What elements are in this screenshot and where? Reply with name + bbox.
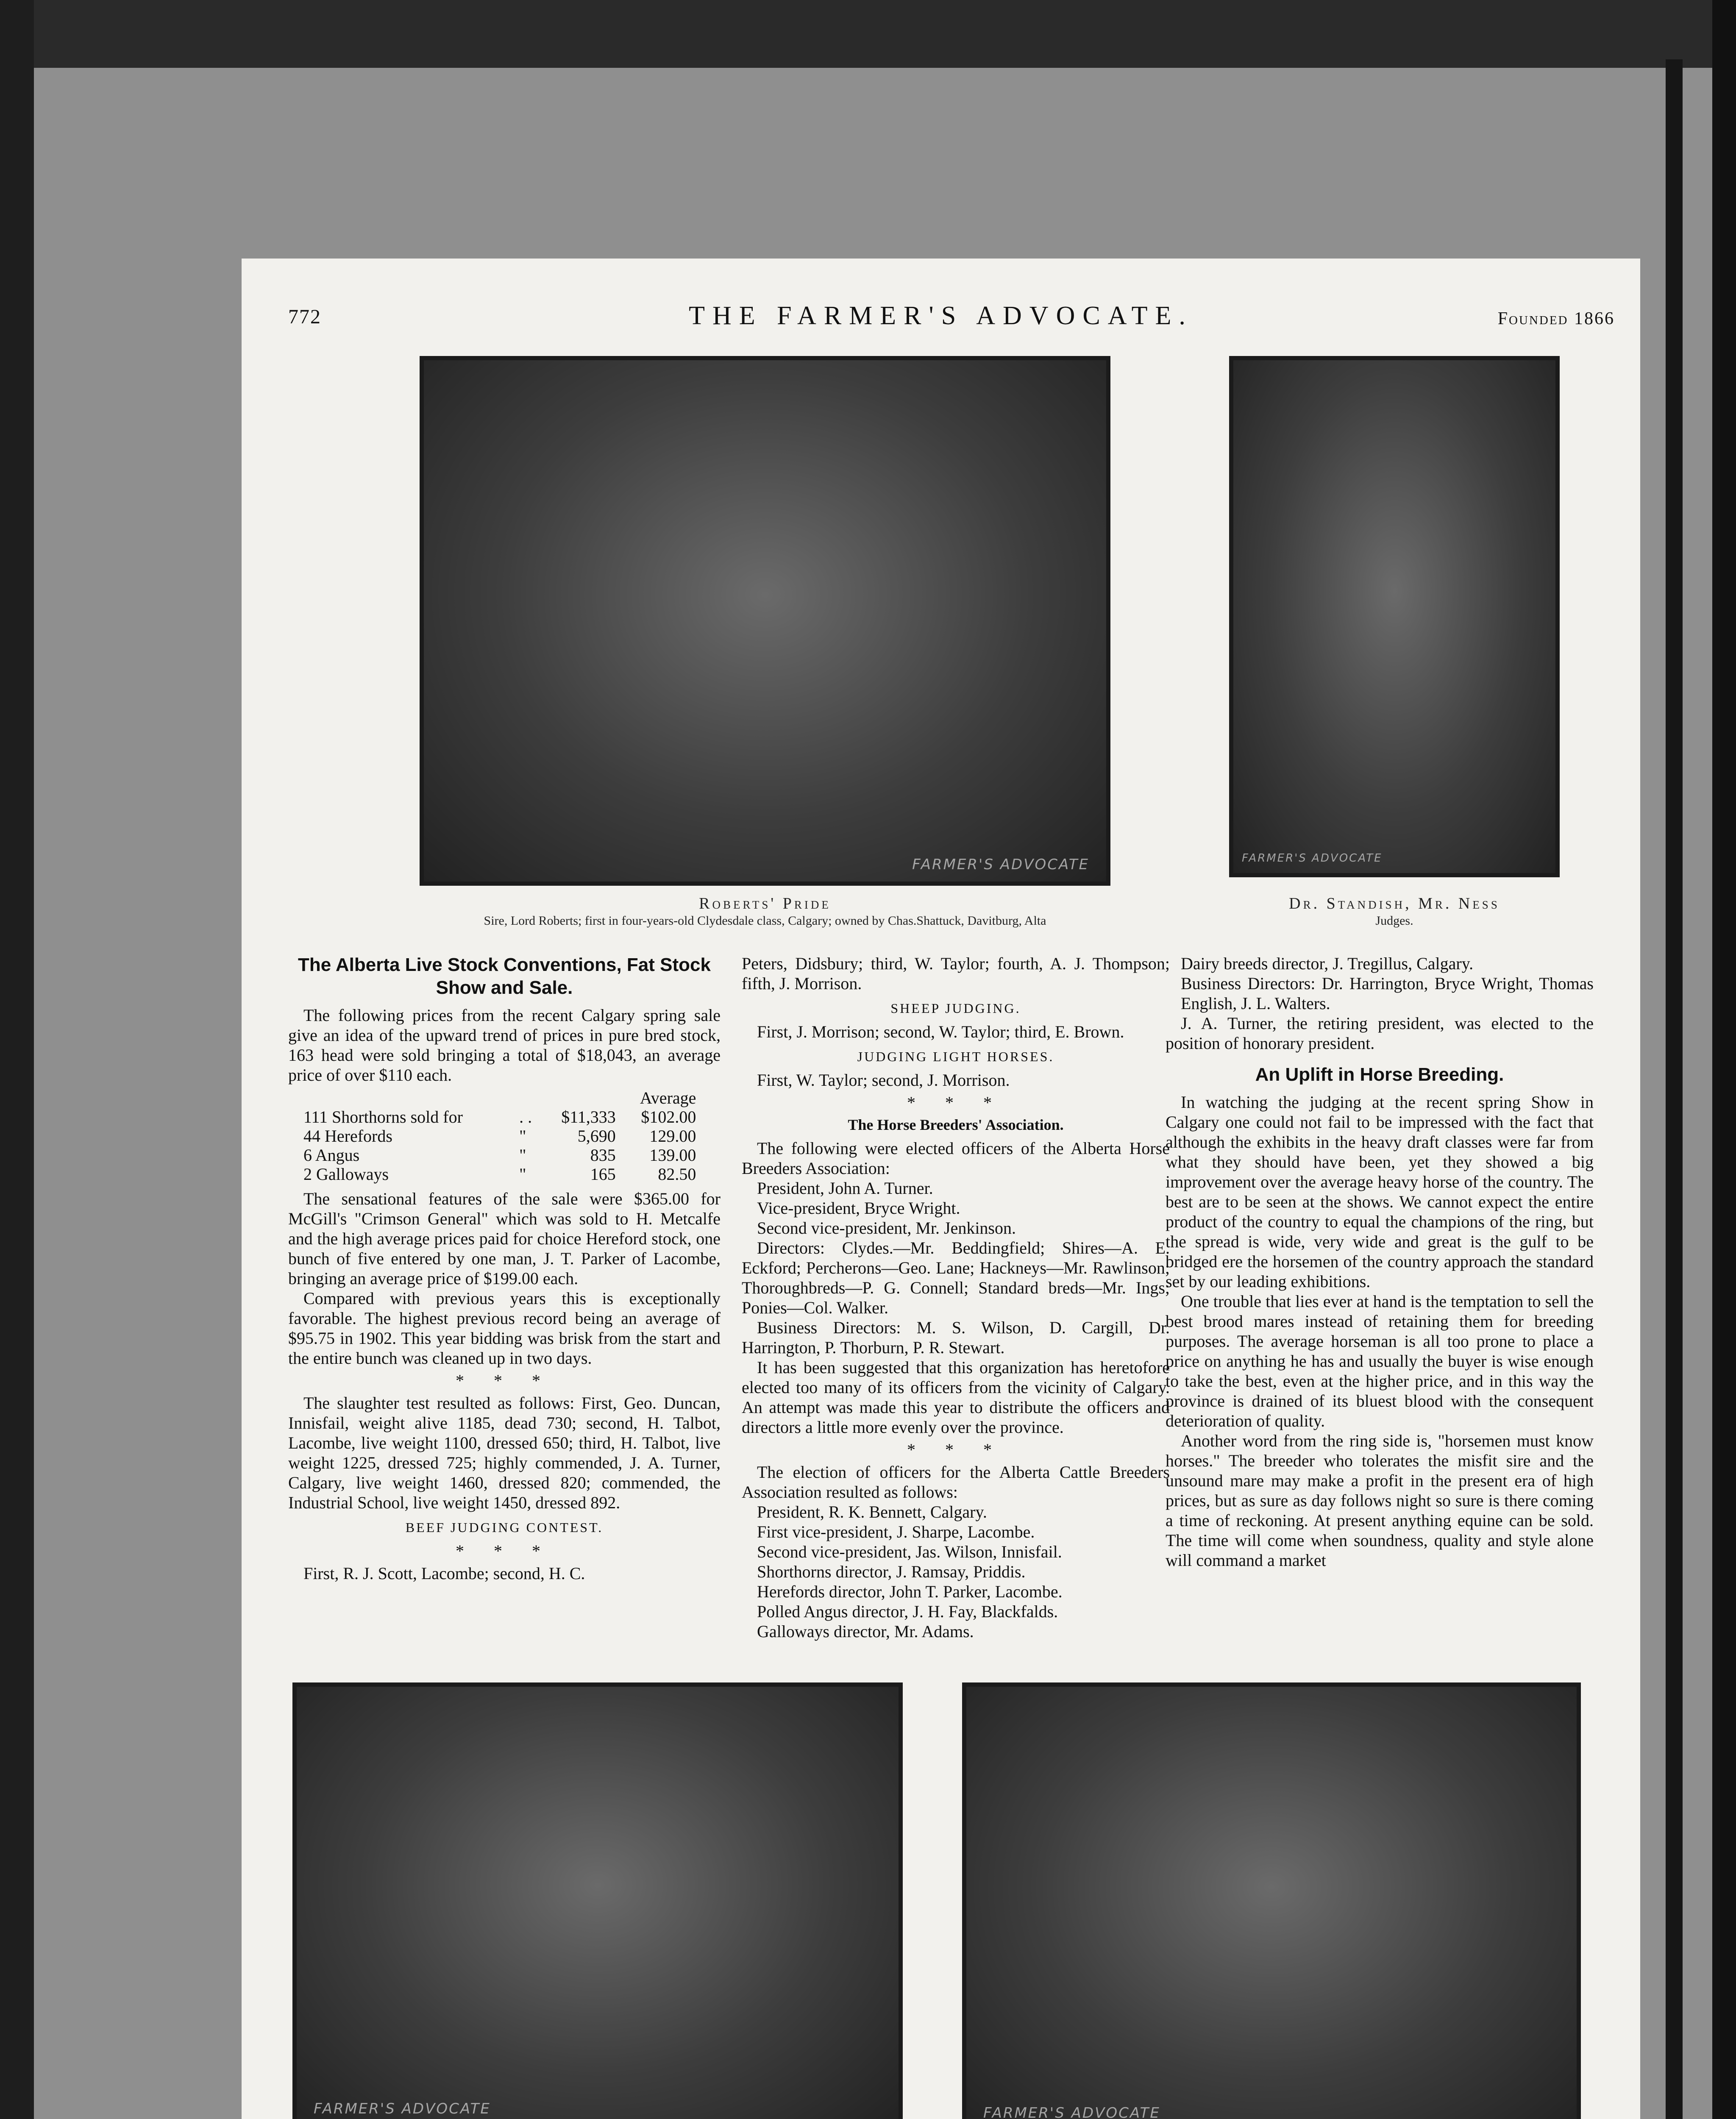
list-item: Shorthorns director, J. Ramsay, Priddis. (757, 1562, 1026, 1581)
caption-roberts-pride (420, 894, 1110, 929)
table-header: Average (640, 1088, 696, 1107)
scan-border-right (1712, 0, 1736, 2119)
table-cell: 129.00 (649, 1126, 696, 1146)
page-title: THE FARMER'S ADVOCATE. (689, 301, 1193, 330)
photo-watermark: FARMER'S ADVOCATE (314, 2100, 491, 2117)
paragraph: The sensational features of the sale were $365.00 for McGill's "Crimson General" which was sold to H. Metcalfe and the high average prices paid for choice Hereford stock, one bunch of five entered by one man, J. T. Parker of Lacombe, bringing an average price of $199.00 each. (288, 1189, 721, 1288)
table-cell: $11,333 (561, 1107, 616, 1126)
section-heading: SHEEP JUDGING. (890, 1001, 1021, 1016)
article-heading: An Uplift in Horse Breeding. (1255, 1064, 1504, 1085)
photo-loyaltys-duke (292, 1682, 903, 2119)
founded-note: Founded 1866 (1497, 309, 1615, 328)
newspaper-page (242, 259, 1640, 2119)
page-number: 772 (288, 306, 321, 328)
section-divider: * * * (907, 1440, 1004, 1459)
table-cell: " (519, 1126, 526, 1146)
list-item: First vice-president, J. Sharpe, Lacombe. (757, 1522, 1035, 1541)
photo-watermark: FARMER'S ADVOCATE (1242, 852, 1383, 865)
section-heading: The Horse Breeders' Association. (848, 1116, 1064, 1133)
table-row (301, 1165, 698, 1184)
paragraph: It has been suggested that this organization has heretofore elected too many of its officers from the vicinity of Calgary. An attempt was made this year to distribute the officers and directors a little more evenly over the province. (742, 1358, 1170, 1437)
list-item: President, John A. Turner. (757, 1179, 933, 1198)
section-divider: * * * (456, 1371, 553, 1390)
table-cell: 5,690 (577, 1126, 616, 1146)
table-cell: " (519, 1146, 526, 1165)
paragraph: Business Directors: M. S. Wilson, D. Cargill, Dr. Harrington, P. Thorburn, P. R. Stewart. (742, 1318, 1170, 1357)
paragraph: The slaughter test resulted as follows: First, Geo. Duncan, Innisfail, weight alive 1185, dead 730; second, H. Talbot, Lacombe, live weight 1100, dressed 650; third, H. Talbot, live weight 1225, dressed 725; highly commended, J. A. Turner, Calgary, live weight 1460, dressed 820; commended, the Industrial School, live weight 1450, dressed 892. (288, 1393, 721, 1512)
photo-watermark: FARMER'S ADVOCATE (912, 856, 1089, 873)
paragraph: Another word from the ring side is, "horsemen must know horses." The breeder who tolerates the misfit sire and the unsound mare may make a profit in the present era of high prices, but as sure as day follows night so sure is there coming a time of reckoning. At present anything equine can be sold. The time will come when soundness, quality and style alone will command a market (1166, 1431, 1594, 1570)
paragraph: First, R. J. Scott, Lacombe; second, H. C. (303, 1564, 585, 1583)
table-cell: 6 Angus (303, 1146, 360, 1165)
list-item: President, R. K. Bennett, Calgary. (757, 1502, 987, 1521)
paragraph: The following prices from the recent Calgary spring sale give an idea of the upward trend of prices in pure bred stock, 163 head were sold bringing a total of $18,043, an average price of over $110 each. (288, 1006, 721, 1085)
list-item: Second vice-president, Jas. Wilson, Innisfail. (757, 1542, 1062, 1561)
table-cell: $102.00 (641, 1107, 696, 1126)
section-heading: JUDGING LIGHT HORSES. (857, 1049, 1054, 1064)
column-3 (1166, 954, 1594, 1570)
caption-text: Judges. (1375, 914, 1413, 928)
table-cell: 139.00 (649, 1146, 696, 1165)
caption-judges (1229, 894, 1560, 929)
caption-title: Roberts' Pride (699, 895, 831, 912)
binding-strip (1666, 59, 1683, 2119)
section-divider: * * * (907, 1093, 1004, 1112)
paragraph: First, W. Taylor; second, J. Morrison. (757, 1071, 1010, 1090)
scan-border-top (0, 0, 1736, 68)
table-cell: . . (519, 1107, 532, 1126)
photo-crimson-general (962, 1682, 1581, 2119)
table-cell: 82.50 (658, 1165, 696, 1184)
column-1 (288, 954, 721, 1583)
paragraph: One trouble that lies ever at hand is the temptation to sell the best brood mares instead of retaining them for breeding purposes. The average horseman is all too prone to place a price on anything he has and usually the buyer is wise enough to take the best, even at the higher price, and in this way the province is drained of its bluest blood with the consequent deterioration of quality. (1166, 1292, 1594, 1430)
scan-border-left (0, 0, 34, 2119)
table-row (301, 1126, 698, 1146)
paragraph: The following were elected officers of the Alberta Horse Breeders Association: (742, 1139, 1170, 1178)
list-item: Vice-president, Bryce Wright. (757, 1199, 960, 1218)
paragraph: Peters, Didsbury; third, W. Taylor; fourth, A. J. Thompson; fifth, J. Morrison. (742, 954, 1170, 993)
table-cell: 165 (590, 1165, 616, 1184)
list-item: Dairy breeds director, J. Tregillus, Calgary. (1181, 954, 1474, 973)
table-row (301, 1107, 698, 1126)
list-item: Galloways director, Mr. Adams. (757, 1622, 974, 1641)
section-divider: * * * (456, 1541, 553, 1560)
table-cell: 111 Shorthorns sold for (303, 1107, 463, 1126)
paragraph: J. A. Turner, the retiring president, was elected to the position of honorary president. (1166, 1014, 1594, 1053)
table-row (301, 1146, 698, 1165)
column-2 (742, 954, 1170, 1641)
photo-watermark: FARMER'S ADVOCATE (983, 2105, 1160, 2119)
photo-roberts-pride (420, 356, 1110, 886)
paragraph: Directors: Clydes.—Mr. Beddingfield; Shires—A. E. Eckford; Percherons—Geo. Lane; Hackneys—Mr. Rawlinson; Thoroughbreds—P. G. Connell; Standard breds—Mr. Ings; Ponies—Col. Walker. (742, 1238, 1170, 1317)
list-item: Business Directors: Dr. Harrington, Bryce Wright, Thomas English, J. L. Walters. (1181, 974, 1594, 1013)
paragraph: In watching the judging at the recent spring Show in Calgary one could not fail to be impressed with the fact that although the exhibits in the heavy draft classes were far from what they should have been, yet they showed a big improvement over the average heavy horse of the country. The best are to be seen at the shows. We cannot expect the entire product of the country to equal the champions of the ring, but the spread is wide, very wide and great is the gulf to be bridged ere the horsemen of the country approach the standard set by our leading exhibitions. (1166, 1093, 1594, 1291)
table-header-row (301, 1088, 698, 1107)
caption-text: Sire, Lord Roberts; first in four-years-old Clydesdale class, Calgary; owned by Chas.Shattuck, Davitburg, Alta (484, 914, 1046, 928)
paragraph: Compared with previous years this is exceptionally favorable. The highest previous record being an average of $95.75 in 1902. This year bidding was brisk from the start and the entire bunch was cleaned up in two days. (288, 1289, 721, 1368)
table-cell: 44 Herefords (303, 1126, 392, 1146)
list-item: Herefords director, John T. Parker, Lacombe. (757, 1582, 1063, 1601)
table-cell: 835 (590, 1146, 616, 1165)
table-cell: " (519, 1165, 526, 1184)
article-heading: The Alberta Live Stock Conventions, Fat Stock Show and Sale. (298, 954, 711, 998)
paragraph: The election of officers for the Alberta Cattle Breeders Association resulted as follows: (742, 1463, 1170, 1502)
section-heading: BEEF JUDGING CONTEST. (405, 1520, 604, 1535)
list-item: Second vice-president, Mr. Jenkinson. (757, 1218, 1016, 1237)
photo-judges (1229, 356, 1560, 877)
caption-title: Dr. Standish, Mr. Ness (1289, 895, 1500, 912)
prices-table (301, 1088, 698, 1184)
table-cell: 2 Galloways (303, 1165, 389, 1184)
paragraph: First, J. Morrison; second, W. Taylor; third, E. Brown. (757, 1022, 1124, 1041)
list-item: Polled Angus director, J. H. Fay, Blackfalds. (757, 1602, 1058, 1621)
